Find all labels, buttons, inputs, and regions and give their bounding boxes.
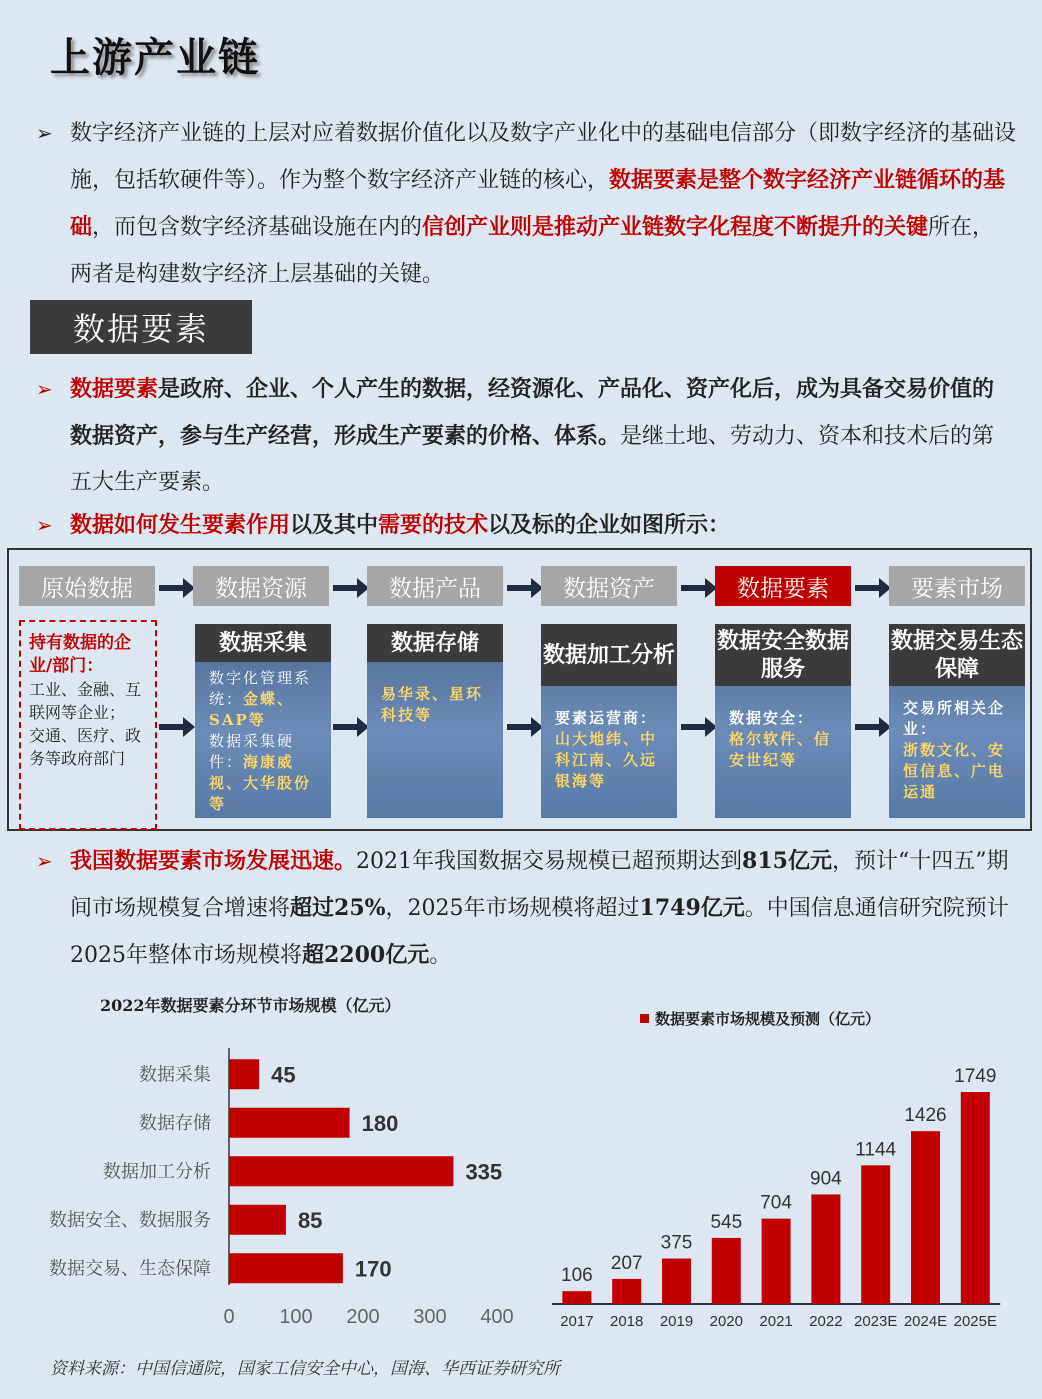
bullet3-text: ，2025年市场规模将超过 (385, 896, 640, 921)
category-label: 数据加工分析 (103, 1161, 211, 1182)
card-companies: 易华录、星环科技等 (381, 685, 484, 724)
bullet2-text-1: 以及其中 (290, 512, 379, 538)
x-tick-label: 200 (346, 1306, 380, 1328)
bar (811, 1194, 840, 1304)
right-chart-legend (640, 1008, 880, 1029)
market-size-bar-chart (540, 1040, 1010, 1340)
data-label: 704 (760, 1192, 792, 1214)
stage-raw-data: 原始数据 (19, 566, 155, 606)
bar (662, 1259, 691, 1304)
bullet3-figure: 815亿元 (742, 848, 832, 874)
data-label: 45 (271, 1062, 296, 1088)
left-chart-title: 2022年数据要素分环节市场规模（亿元） (100, 996, 401, 1015)
intro-paragraph (36, 110, 1016, 298)
card-text: 数据安全： (729, 709, 815, 727)
legend-label: 数据要素市场规模及预测（亿元） (655, 1010, 881, 1028)
x-tick-label: 2017 (560, 1313, 594, 1330)
data-flow-diagram (7, 548, 1032, 831)
intro-text-1: 数字经济产业链的上层对应着数据价值化以及数字产业化中的基础电信部分（即数字经济的基础设施，包括软硬件等）。作为整个数字经济产业链的核心， (70, 121, 1017, 193)
arrow-right-icon (855, 724, 881, 730)
arrow-right-icon (507, 585, 533, 591)
stage-data-element: 数据要素 (715, 566, 851, 606)
x-tick-label: 2021 (759, 1313, 793, 1330)
bullet-arrow-icon: ➢ (36, 377, 53, 401)
bullet-arrow-icon: ➢ (36, 121, 53, 145)
card-text: 数据采集硬件： (209, 732, 295, 771)
card-companies: 山大地纬、中科江南、久远银海等 (555, 730, 658, 790)
x-tick-label: 2019 (659, 1313, 694, 1330)
arrow-right-icon (507, 724, 533, 730)
arrow-right-icon (333, 724, 359, 730)
bar (762, 1219, 791, 1304)
bar (229, 1156, 453, 1186)
bullet3-text: 。 (429, 943, 452, 968)
data-label: 170 (354, 1256, 392, 1282)
x-tick-label: 2018 (610, 1313, 644, 1330)
stage-data-resource: 数据资源 (193, 566, 329, 606)
bullet-flow-intro (36, 502, 1016, 548)
data-holder-box (19, 620, 157, 830)
x-tick-label: 300 (413, 1306, 447, 1328)
bullet2-text-2: 以及标的企业如图所示： (488, 512, 731, 538)
x-tick-label: 0 (223, 1306, 235, 1328)
x-tick-label: 2025E (953, 1313, 997, 1330)
bullet3-text: ，预计“十四五”期间市场规模复合增速将 (70, 849, 1009, 921)
data-label: 1426 (904, 1105, 947, 1127)
category-label: 数据存储 (139, 1112, 211, 1133)
bullet3-figure: 超2200亿元 (302, 942, 430, 968)
arrow-right-icon (681, 724, 707, 730)
data-label: 1144 (855, 1139, 897, 1161)
category-label: 数据采集 (139, 1064, 211, 1085)
card-data-trading (889, 624, 1025, 818)
card-data-security (715, 624, 851, 818)
arrow-right-icon (681, 585, 707, 591)
bullet-arrow-icon: ➢ (36, 849, 53, 873)
bar (911, 1131, 940, 1304)
bar (229, 1108, 350, 1138)
card-text: 交易所相关企业： (903, 699, 1006, 738)
data-label: 207 (610, 1252, 643, 1274)
card-title: 数据交易生态保障 (889, 624, 1025, 686)
bullet2-highlight-2: 需要的技术 (378, 512, 489, 538)
x-tick-label: 400 (480, 1306, 514, 1328)
bar (229, 1205, 286, 1235)
bullet3-text: 。中国信息通信研究院预计2025年整体市场规模将 (70, 896, 1009, 968)
arrow-right-icon (159, 585, 185, 591)
bullet1-text: 是继土地、劳动力、资本和技术后的第五大生产要素。 (70, 424, 995, 495)
data-label: 335 (465, 1159, 503, 1185)
card-title: 数据采集 (195, 624, 331, 662)
x-tick-label: 2024E (903, 1313, 948, 1330)
holder-government: 交通、医疗、政务等政府部门 (29, 726, 142, 768)
data-label: 85 (297, 1207, 323, 1233)
card-text: 数字化管理系统： (209, 669, 312, 708)
bar (229, 1253, 343, 1283)
stage-element-market: 要素市场 (889, 566, 1025, 606)
card-companies: 格尔软件、信安世纪等 (729, 730, 832, 769)
card-title: 数据加工分析 (541, 624, 677, 686)
stage-data-product: 数据产品 (367, 566, 503, 606)
data-label: 180 (361, 1110, 399, 1136)
bar (861, 1165, 890, 1304)
x-tick-label: 2020 (709, 1313, 743, 1330)
bullet3-text: 2021年我国数据交易规模已超预期达到 (356, 849, 743, 874)
section-title: 数据要素 (30, 300, 252, 354)
holder-title: 持有数据的企业/部门： (29, 633, 131, 676)
bullet1-bold: 是政府、企业、个人产生的数据，经资源化、产品化、资产化后，成为具备交易价值的数据资产，参与生产经营，形成生产要素的价格、体系。 (70, 376, 995, 449)
bar (712, 1238, 741, 1304)
data-label: 375 (660, 1232, 693, 1254)
bullet2-highlight-1: 数据如何发生要素作用 (70, 512, 291, 538)
category-label: 数据交易、生态保障 (49, 1258, 211, 1279)
bullet-market-growth (36, 838, 1016, 979)
bullet-definition (36, 366, 1016, 506)
category-label: 数据安全、数据服务 (49, 1209, 211, 1230)
data-label: 1749 (954, 1066, 997, 1087)
segment-market-bar-chart (0, 1030, 540, 1350)
bar (961, 1092, 990, 1304)
x-tick-label: 100 (279, 1306, 313, 1328)
data-label: 904 (810, 1168, 842, 1190)
bullet1-highlight: 数据要素 (70, 376, 159, 402)
bullet3-figure: 超过25% (290, 895, 386, 921)
card-data-storage (367, 624, 503, 818)
card-companies: 海康威视、大华股份等 (209, 753, 312, 813)
source-note: 资料来源：中国信通院，国家工信安全中心，国海、华西证券研究所 (50, 1359, 560, 1379)
legend-swatch (640, 1014, 649, 1023)
bullet3-figure: 1749亿元 (639, 895, 745, 921)
data-label: 106 (561, 1265, 593, 1287)
bullet-arrow-icon: ➢ (36, 513, 53, 537)
card-text: 要素运营商： (555, 709, 658, 727)
card-companies: 浙数文化、安恒信息、广电运通 (903, 741, 1006, 801)
page-title: 上游产业链 (50, 34, 260, 81)
holder-enterprises: 工业、金融、互联网等企业； (29, 680, 142, 722)
stage-data-asset: 数据资产 (541, 566, 677, 606)
arrow-right-icon (159, 724, 185, 730)
bar (562, 1291, 591, 1304)
card-data-collection (195, 624, 331, 818)
card-data-processing (541, 624, 677, 818)
bullet3-highlight: 我国数据要素市场发展迅速。 (70, 848, 357, 874)
card-title: 数据安全数据服务 (715, 624, 851, 686)
bar (612, 1279, 641, 1304)
arrow-right-icon (855, 585, 881, 591)
card-title: 数据存储 (367, 624, 503, 662)
card-companies: 金蝶、SAP等 (209, 690, 295, 729)
arrow-right-icon (333, 585, 359, 591)
intro-text-2: ，而包含数字经济基础设施在内的 (92, 215, 423, 240)
bar (229, 1059, 259, 1089)
intro-highlight-1: 数据要素是整个数字经济产业链循环的基础 (70, 167, 1006, 240)
intro-highlight-2: 信创产业则是推动产业链数字化程度不断提升的关键 (422, 214, 929, 240)
intro-text-3: 所在，两者是构建数字经济上层基础的关键。 (70, 215, 995, 287)
x-tick-label: 2022 (809, 1313, 843, 1330)
data-label: 545 (710, 1211, 743, 1233)
x-tick-label: 2023E (854, 1313, 898, 1330)
